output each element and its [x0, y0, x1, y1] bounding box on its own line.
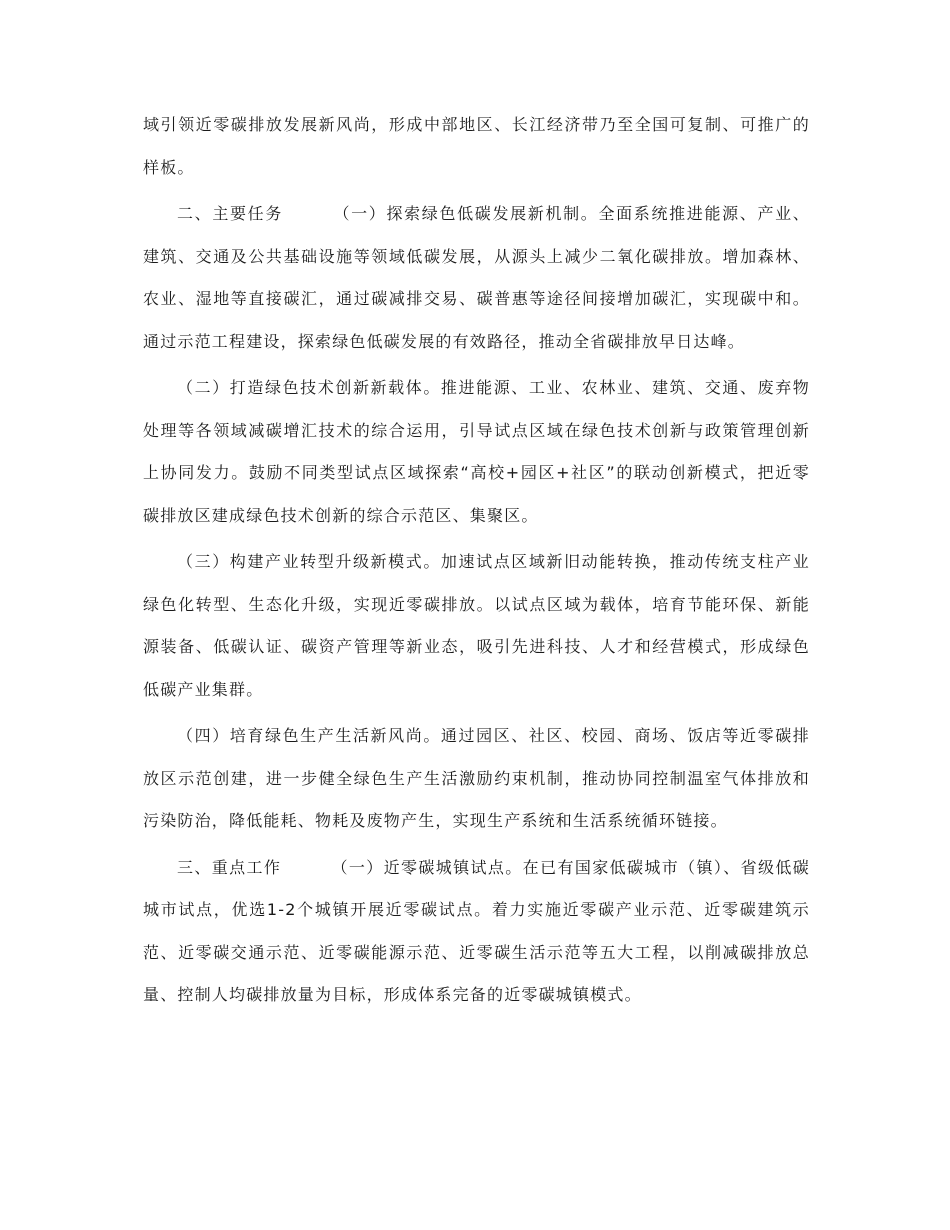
paragraph-intro-tail [143, 104, 810, 189]
paragraph-text: （一）近零碳城镇试点。在已有国家低碳城市（镇）、省级低碳城市试点，优选1-2个城镇开展近零碳试点。着力实施近零碳产业示范、近零碳建筑示范、近零碳交通示范、近零碳能源示范、近零碳生活示范等五大工程，以削减碳排放总量、控制人均碳排放量为目标，形成体系完备的近零碳城镇模式。 [143, 857, 810, 1004]
paragraph-section-2-task-4 [143, 715, 810, 843]
paragraph-section-2-task-1 [143, 193, 810, 363]
section-heading: 二、主要任务 [177, 204, 283, 223]
document-body [143, 104, 810, 1021]
paragraph-text: （四）培育绿色生产生活新风尚。通过园区、社区、校园、商场、饭店等近零碳排放区示范创建，进一步健全绿色生产生活激励约束机制，推动协同控制温室气体排放和污染防治，降低能耗、物耗及废物产生，实现生产系统和生活系统循环链接。 [143, 726, 810, 830]
paragraph-section-2-task-3 [143, 541, 810, 711]
paragraph-text: 域引领近零碳排放发展新风尚，形成中部地区、长江经济带乃至全国可复制、可推广的样板。 [143, 115, 810, 177]
paragraph-section-2-task-2 [143, 367, 810, 537]
paragraph-text: （三）构建产业转型升级新模式。加速试点区域新旧动能转换，推动传统支柱产业绿色化转型、生态化升级，实现近零碳排放。以试点区域为载体，培育节能环保、新能源装备、低碳认证、碳资产管理等新业态，吸引先进科技、人才和经营模式，形成绿色低碳产业集群。 [143, 552, 810, 699]
paragraph-text: （二）打造绿色技术创新新载体。推进能源、工业、农林业、建筑、交通、废弃物处理等各领域减碳增汇技术的综合运用，引导试点区域在绿色技术创新与政策管理创新上协同发力。鼓励不同类型试点区域探索“高校+园区+社区”的联动创新模式，把近零碳排放区建成绿色技术创新的综合示范区、集聚区。 [143, 378, 810, 525]
paragraph-text: （一）探索绿色低碳发展新机制。全面系统推进能源、产业、建筑、交通及公共基础设施等领域低碳发展，从源头上减少二氧化碳排放。增加森林、农业、湿地等直接碳汇，通过碳减排交易、碳普惠等途径间接增加碳汇，实现碳中和。通过示范工程建设，探索绿色低碳发展的有效路径，推动全省碳排放早日达峰。 [143, 204, 810, 351]
section-heading: 三、重点工作 [177, 857, 282, 877]
paragraph-section-3-work-1 [143, 847, 810, 1017]
